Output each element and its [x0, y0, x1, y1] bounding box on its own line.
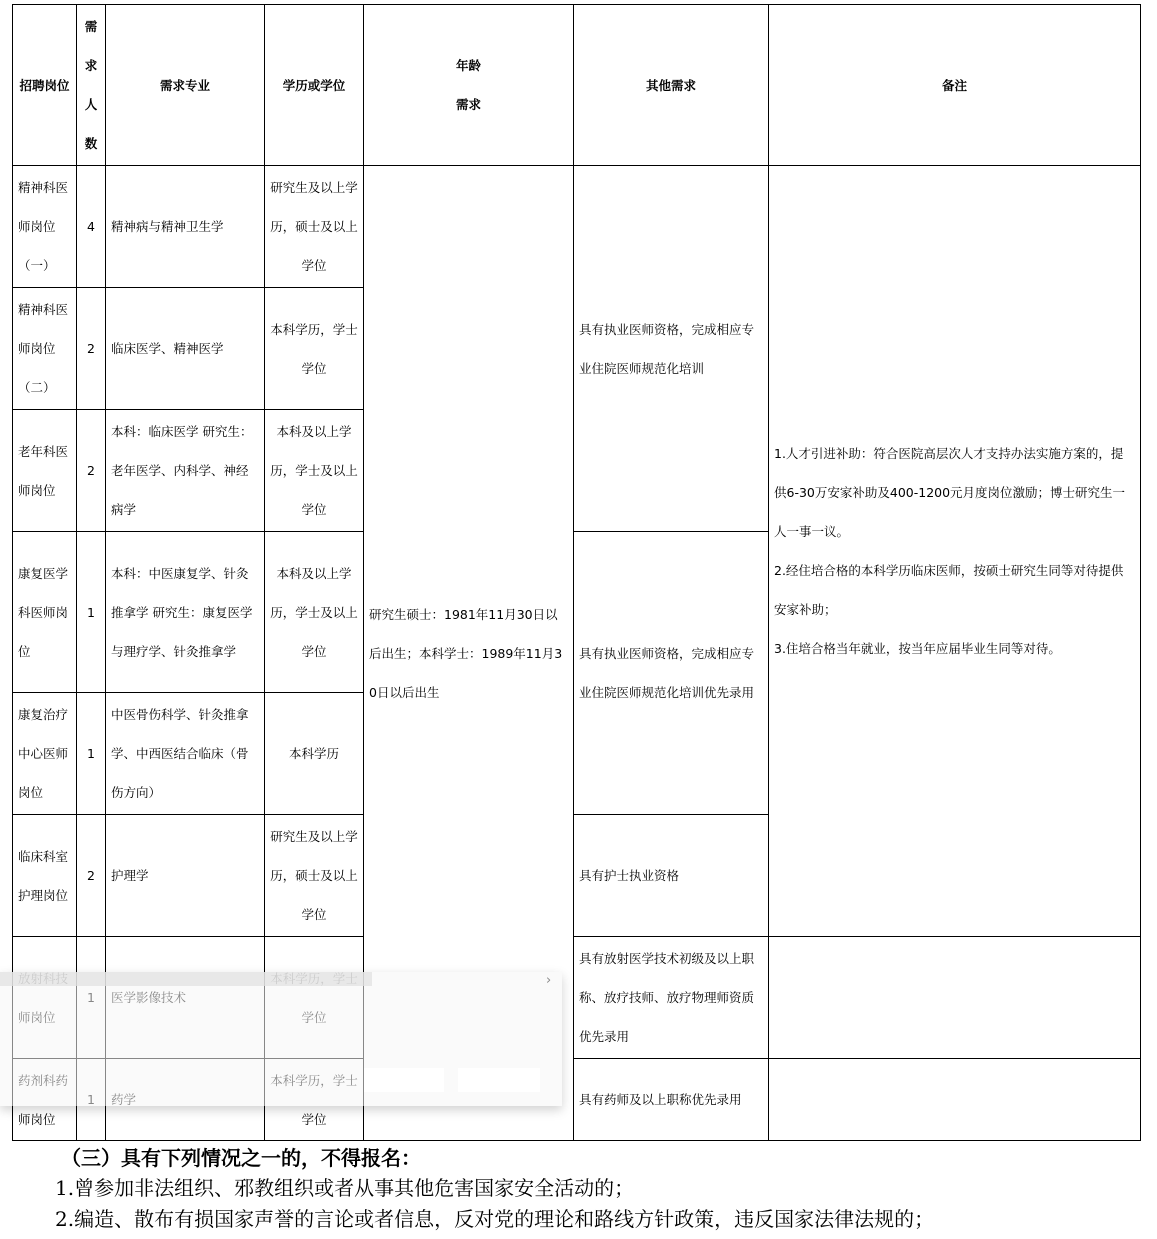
section-item: 1.曾参加非法组织、邪教组织或者从事其他危害国家安全活动的； [55, 1176, 635, 1200]
cell-count: 2 [77, 288, 106, 410]
remark-item: 2.经住培合格的本科学历临床医师，按硕士研究生同等对待提供安家补助； [774, 563, 1124, 617]
cell-major: 本科：临床医学 研究生：老年医学、内科学、神经病学 [106, 410, 265, 532]
section-heading: （三）具有下列情况之一的，不得报名： [61, 1146, 421, 1170]
remark-item: 1.人才引进补助：符合医院高层次人才支持办法实施方案的，提供6-30万安家补助及400-1200元月度岗位激励；博士研究生一人一事一议。 [774, 446, 1126, 539]
overlay-field[interactable] [458, 1068, 540, 1092]
header-position: 招聘岗位 [13, 5, 77, 166]
recruitment-table [12, 4, 1141, 1141]
overlay-field[interactable] [364, 1068, 444, 1092]
section-item: 2.编造、散布有损国家声誉的言论或者信息，反对党的理论和路线方针政策，违反国家法律法规的； [55, 1207, 935, 1231]
cell-degree: 学位 [265, 1059, 364, 1141]
cell-remark-empty [769, 1059, 1141, 1141]
cell-other-pharmacy: 具有药师及以上职称优先录用 [574, 1059, 769, 1141]
cell-major: 中医骨伤科学、针灸推拿学、中西医结合临床（骨伤方向） [106, 693, 265, 815]
cell-major: 本科：中医康复学、针灸推拿学 研究生：康复医学与理疗学、针灸推拿学 [106, 532, 265, 693]
cell-degree: 本科学历，学士学位 [265, 288, 364, 410]
cell-degree: 本科及以上学历，学士及以上学位 [265, 532, 364, 693]
cell-major: 临床医学、精神医学 [106, 288, 265, 410]
cell-other-nurse: 具有护士执业资格 [574, 815, 769, 937]
cell-degree: 本科及以上学历，学士及以上学位 [265, 410, 364, 532]
cell-remark-empty [769, 937, 1141, 1059]
cell-count: 1 [77, 532, 106, 693]
cell-count: 4 [77, 166, 106, 288]
header-remark: 备注 [769, 5, 1141, 166]
table-header-row [13, 5, 1141, 166]
disqualification-section [55, 1143, 1145, 1235]
cell-count: 1 [77, 693, 106, 815]
cell-position: 老年科医师岗位 [13, 410, 77, 532]
floating-overlay-panel[interactable] [0, 972, 562, 1106]
header-count: 需求人数 [77, 5, 106, 166]
chevron-right-icon[interactable]: › [546, 973, 552, 988]
cell-degree: 研究生及以上学历，硕士及以上学位 [265, 166, 364, 288]
cell-position: 精神科医师岗位（一） [13, 166, 77, 288]
cell-remark [769, 166, 1141, 937]
table-row [13, 166, 1141, 288]
cell-other-physician-b: 具有执业医师资格，完成相应专业住院医师规范化培训优先录用 [574, 532, 769, 815]
overlay-header-bar [0, 972, 372, 986]
cell-age-requirement: 研究生硕士：1981年11月30日以后出生；本科学士：1989年11月30日以后出生 [364, 166, 574, 1141]
cell-other-physician-a: 具有执业医师资格，完成相应专业住院医师规范化培训 [574, 166, 769, 532]
cell-major: 精神病与精神卫生学 [106, 166, 265, 288]
cell-count: 2 [77, 410, 106, 532]
header-major: 需求专业 [106, 5, 265, 166]
header-degree: 学历或学位 [265, 5, 364, 166]
cell-other-radiology: 具有放射医学技术初级及以上职称、放疗技师、放疗物理师资质优先录用 [574, 937, 769, 1059]
cell-degree: 本科学历 [265, 693, 364, 815]
header-other: 其他需求 [574, 5, 769, 166]
cell-degree: 研究生及以上学历，硕士及以上学位 [265, 815, 364, 937]
cell-position: 临床科室护理岗位 [13, 815, 77, 937]
cell-major: 护理学 [106, 815, 265, 937]
cell-count: 2 [77, 815, 106, 937]
cell-position: 康复医学科医师岗位 [13, 532, 77, 693]
cell-position: 精神科医师岗位（二） [13, 288, 77, 410]
cell-position: 康复治疗中心医师岗位 [13, 693, 77, 815]
cell-position: 师岗位 [13, 1059, 77, 1141]
remark-item: 3.住培合格当年就业，按当年应届毕业生同等对待。 [774, 641, 1061, 656]
header-age: 年龄需求 [364, 5, 574, 166]
